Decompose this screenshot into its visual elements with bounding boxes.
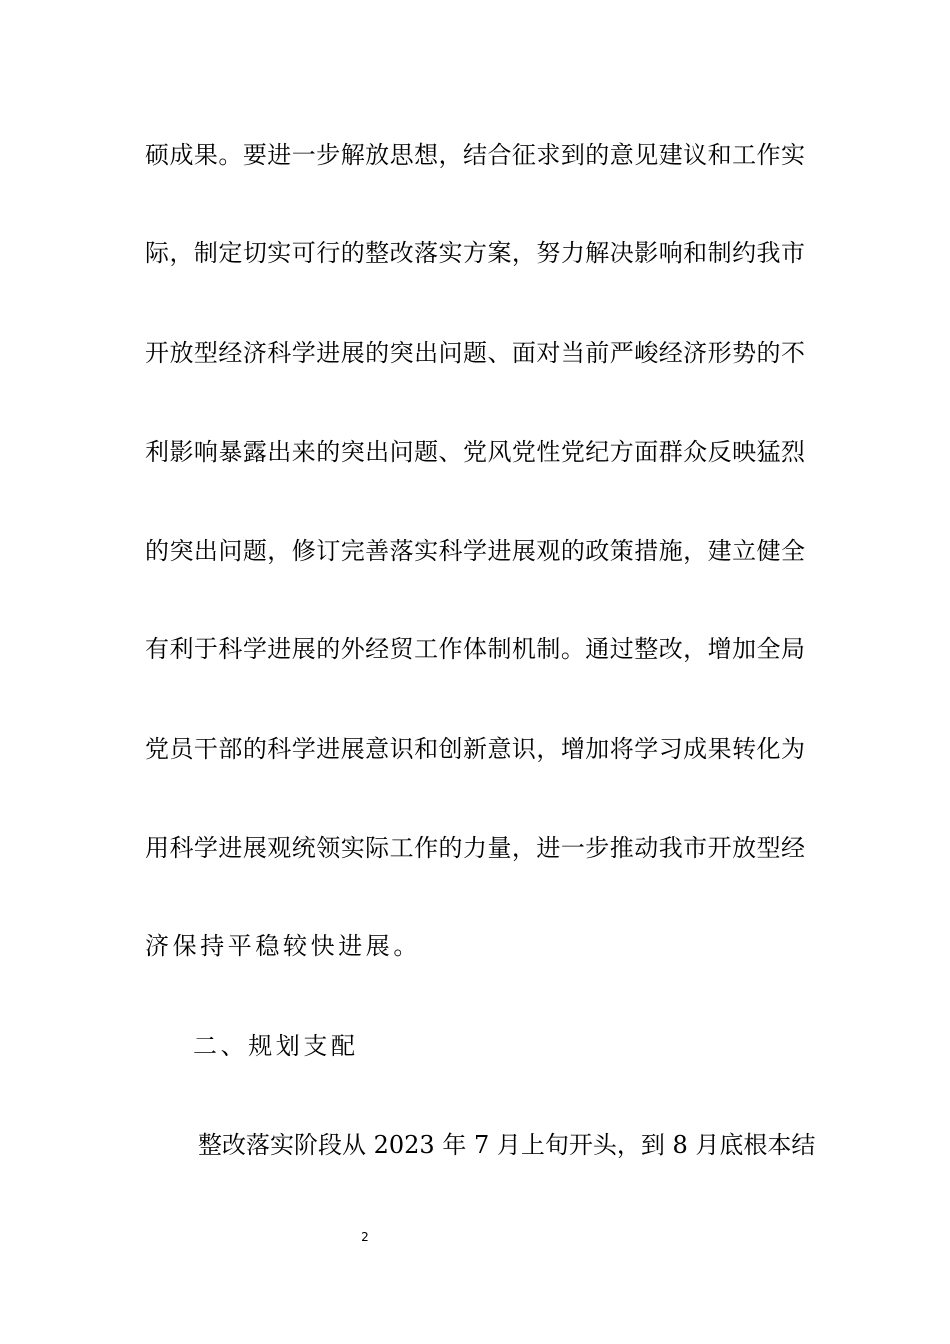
- next-paragraph-line-1: 整改落实阶段从 2023 年 7 月上旬开头，到 8 月底根本结: [198, 1131, 816, 1159]
- paragraph-line-1: 硕成果。要进一步解放思想，结合征求到的意见建议和工作实: [145, 141, 805, 169]
- paragraph-line-5: 的突出问题，修订完善落实科学进展观的政策措施，建立健全: [145, 537, 805, 565]
- paragraph-line-3: 开放型经济科学进展的突出问题、面对当前严峻经济形势的不: [145, 339, 805, 367]
- paragraph-line-4: 利影响暴露出来的突出问题、党风党性党纪方面群众反映猛烈: [145, 438, 805, 466]
- paragraph-line-8: 用科学进展观统领实际工作的力量，进一步推动我市开放型经: [145, 834, 805, 862]
- section-heading: 二、规划支配: [193, 1032, 359, 1060]
- paragraph-line-2: 际，制定切实可行的整改落实方案，努力解决影响和制约我市: [145, 239, 805, 267]
- page-number: 2: [361, 1230, 369, 1244]
- paragraph-line-9: 济保持平稳较快进展。: [145, 932, 421, 960]
- paragraph-line-7: 党员干部的科学进展意识和创新意识，增加将学习成果转化为: [145, 735, 805, 763]
- paragraph-line-6: 有利于科学进展的外经贸工作体制机制。通过整改，增加全局: [145, 635, 805, 663]
